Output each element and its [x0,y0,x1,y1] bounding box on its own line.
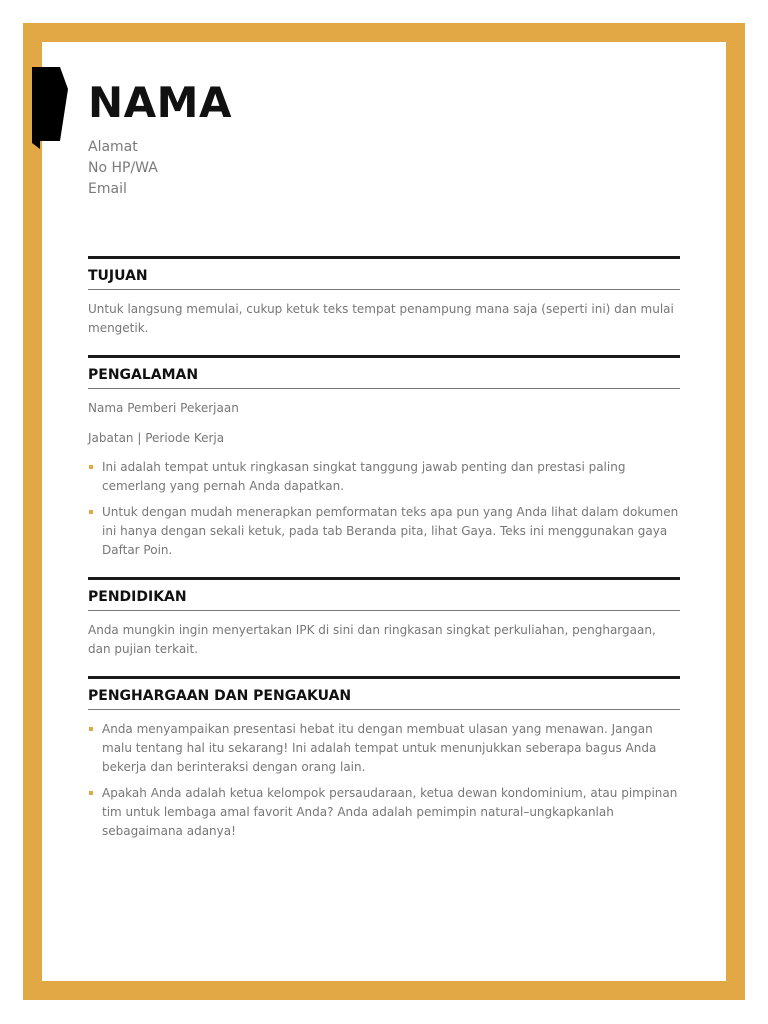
section-tujuan [88,256,680,338]
section-title[interactable]: PENGHARGAAN DAN PENGAKUAN [88,688,352,704]
contact-info [88,137,158,200]
list-item[interactable] [88,784,680,841]
section-header [88,577,680,611]
section-pengalaman [88,355,680,560]
section-header [88,676,680,710]
bullet-square-icon [89,727,93,731]
bullet-square-icon [89,510,93,514]
bullet-square-icon [89,791,93,795]
section-pendidikan [88,577,680,659]
section-title[interactable]: PENGALAMAN [88,367,199,383]
applicant-name[interactable]: NAMA [88,78,232,127]
bullet-square-icon [89,465,93,469]
bullet-text: Apakah Anda adalah ketua kelompok persaudaraan, ketua dewan kondominium, atau pimpinan tim untuk lembaga amal favorit Anda? Anda adalah pemimpin natural–ungkapkanlah sebagaimana adanya! [102,786,678,838]
experience-bullets [88,458,680,560]
bullet-text: Anda menyampaikan presentasi hebat itu dengan membuat ulasan yang menawan. Jangan malu tentang hal itu sekarang! Ini adalah tempat untuk menunjukkan seberapa bagus Anda bekerja dan berinteraksi dengan orang lain. [102,722,657,774]
contact-phone[interactable]: No HP/WA [88,160,158,176]
list-item[interactable] [88,503,680,560]
employer-name[interactable]: Nama Pemberi Pekerjaan [88,401,239,415]
list-item[interactable] [88,458,680,496]
bullet-text: Ini adalah tempat untuk ringkasan singkat tanggung jawab penting dan prestasi paling cemerlang yang pernah Anda dapatkan. [102,460,626,493]
contact-email[interactable]: Email [88,181,127,197]
section-header [88,355,680,389]
objective-text[interactable]: Untuk langsung memulai, cukup ketuk teks tempat penampung mana saja (seperti ini) dan mulai mengetik. [88,302,674,335]
resume-content [88,256,680,858]
section-penghargaan [88,676,680,841]
job-position-period[interactable]: Jabatan | Periode Kerja [88,431,225,445]
list-item[interactable] [88,720,680,777]
bullet-text: Untuk dengan mudah menerapkan pemformatan teks apa pun yang Anda lihat dalam dokumen ini hanya dengan sekali ketuk, pada tab Beranda pita, lihat Gaya. Teks ini menggunakan gaya Daftar Poin. [102,505,679,557]
header-tab-marker [32,67,68,149]
contact-address[interactable]: Alamat [88,139,138,155]
awards-bullets [88,720,680,841]
tab-shape [32,67,68,149]
education-text[interactable]: Anda mungkin ingin menyertakan IPK di sini dan ringkasan singkat perkuliahan, penghargaan, dan pujian terkait. [88,623,656,656]
section-title[interactable]: PENDIDIKAN [88,589,187,605]
section-header [88,256,680,290]
section-title[interactable]: TUJUAN [88,268,148,284]
